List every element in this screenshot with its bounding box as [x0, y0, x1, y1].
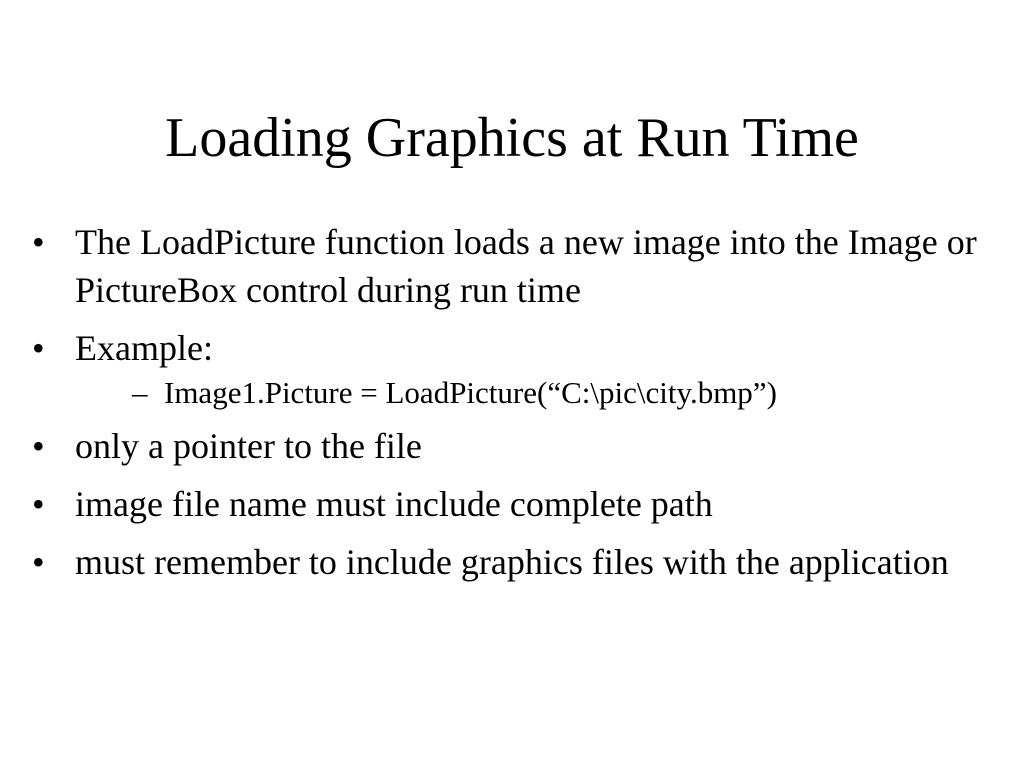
bullet-text: The LoadPicture function loads a new image into the Image or PictureBox control during run time: [75, 222, 977, 310]
bullet-text: only a pointer to the file: [75, 426, 422, 466]
bullet-marker-icon: •: [32, 542, 45, 582]
bullet-item: [30, 324, 1000, 414]
bullet-text: Example:: [75, 328, 213, 368]
sub-bullet-item: [119, 372, 1000, 414]
sub-bullet-list: [75, 372, 1000, 414]
bullet-marker-icon: •: [32, 328, 45, 368]
slide-title: Loading Graphics at Run Time: [165, 107, 859, 169]
bullet-text: must remember to include graphics files with the application: [75, 542, 949, 582]
bullet-item: [30, 480, 1000, 528]
sub-bullet-text: Image1.Picture = LoadPicture(“C:\pic\city.bmp”): [164, 375, 777, 410]
bullet-text: image file name must include complete path: [75, 484, 713, 524]
bullet-item: [30, 422, 1000, 470]
bullet-list: [30, 218, 1000, 596]
dash-marker-icon: –: [132, 375, 148, 410]
bullet-item: [30, 218, 1000, 314]
bullet-item: [30, 538, 1000, 586]
bullet-marker-icon: •: [32, 426, 45, 466]
bullet-marker-icon: •: [32, 484, 45, 524]
bullet-marker-icon: •: [32, 222, 45, 262]
